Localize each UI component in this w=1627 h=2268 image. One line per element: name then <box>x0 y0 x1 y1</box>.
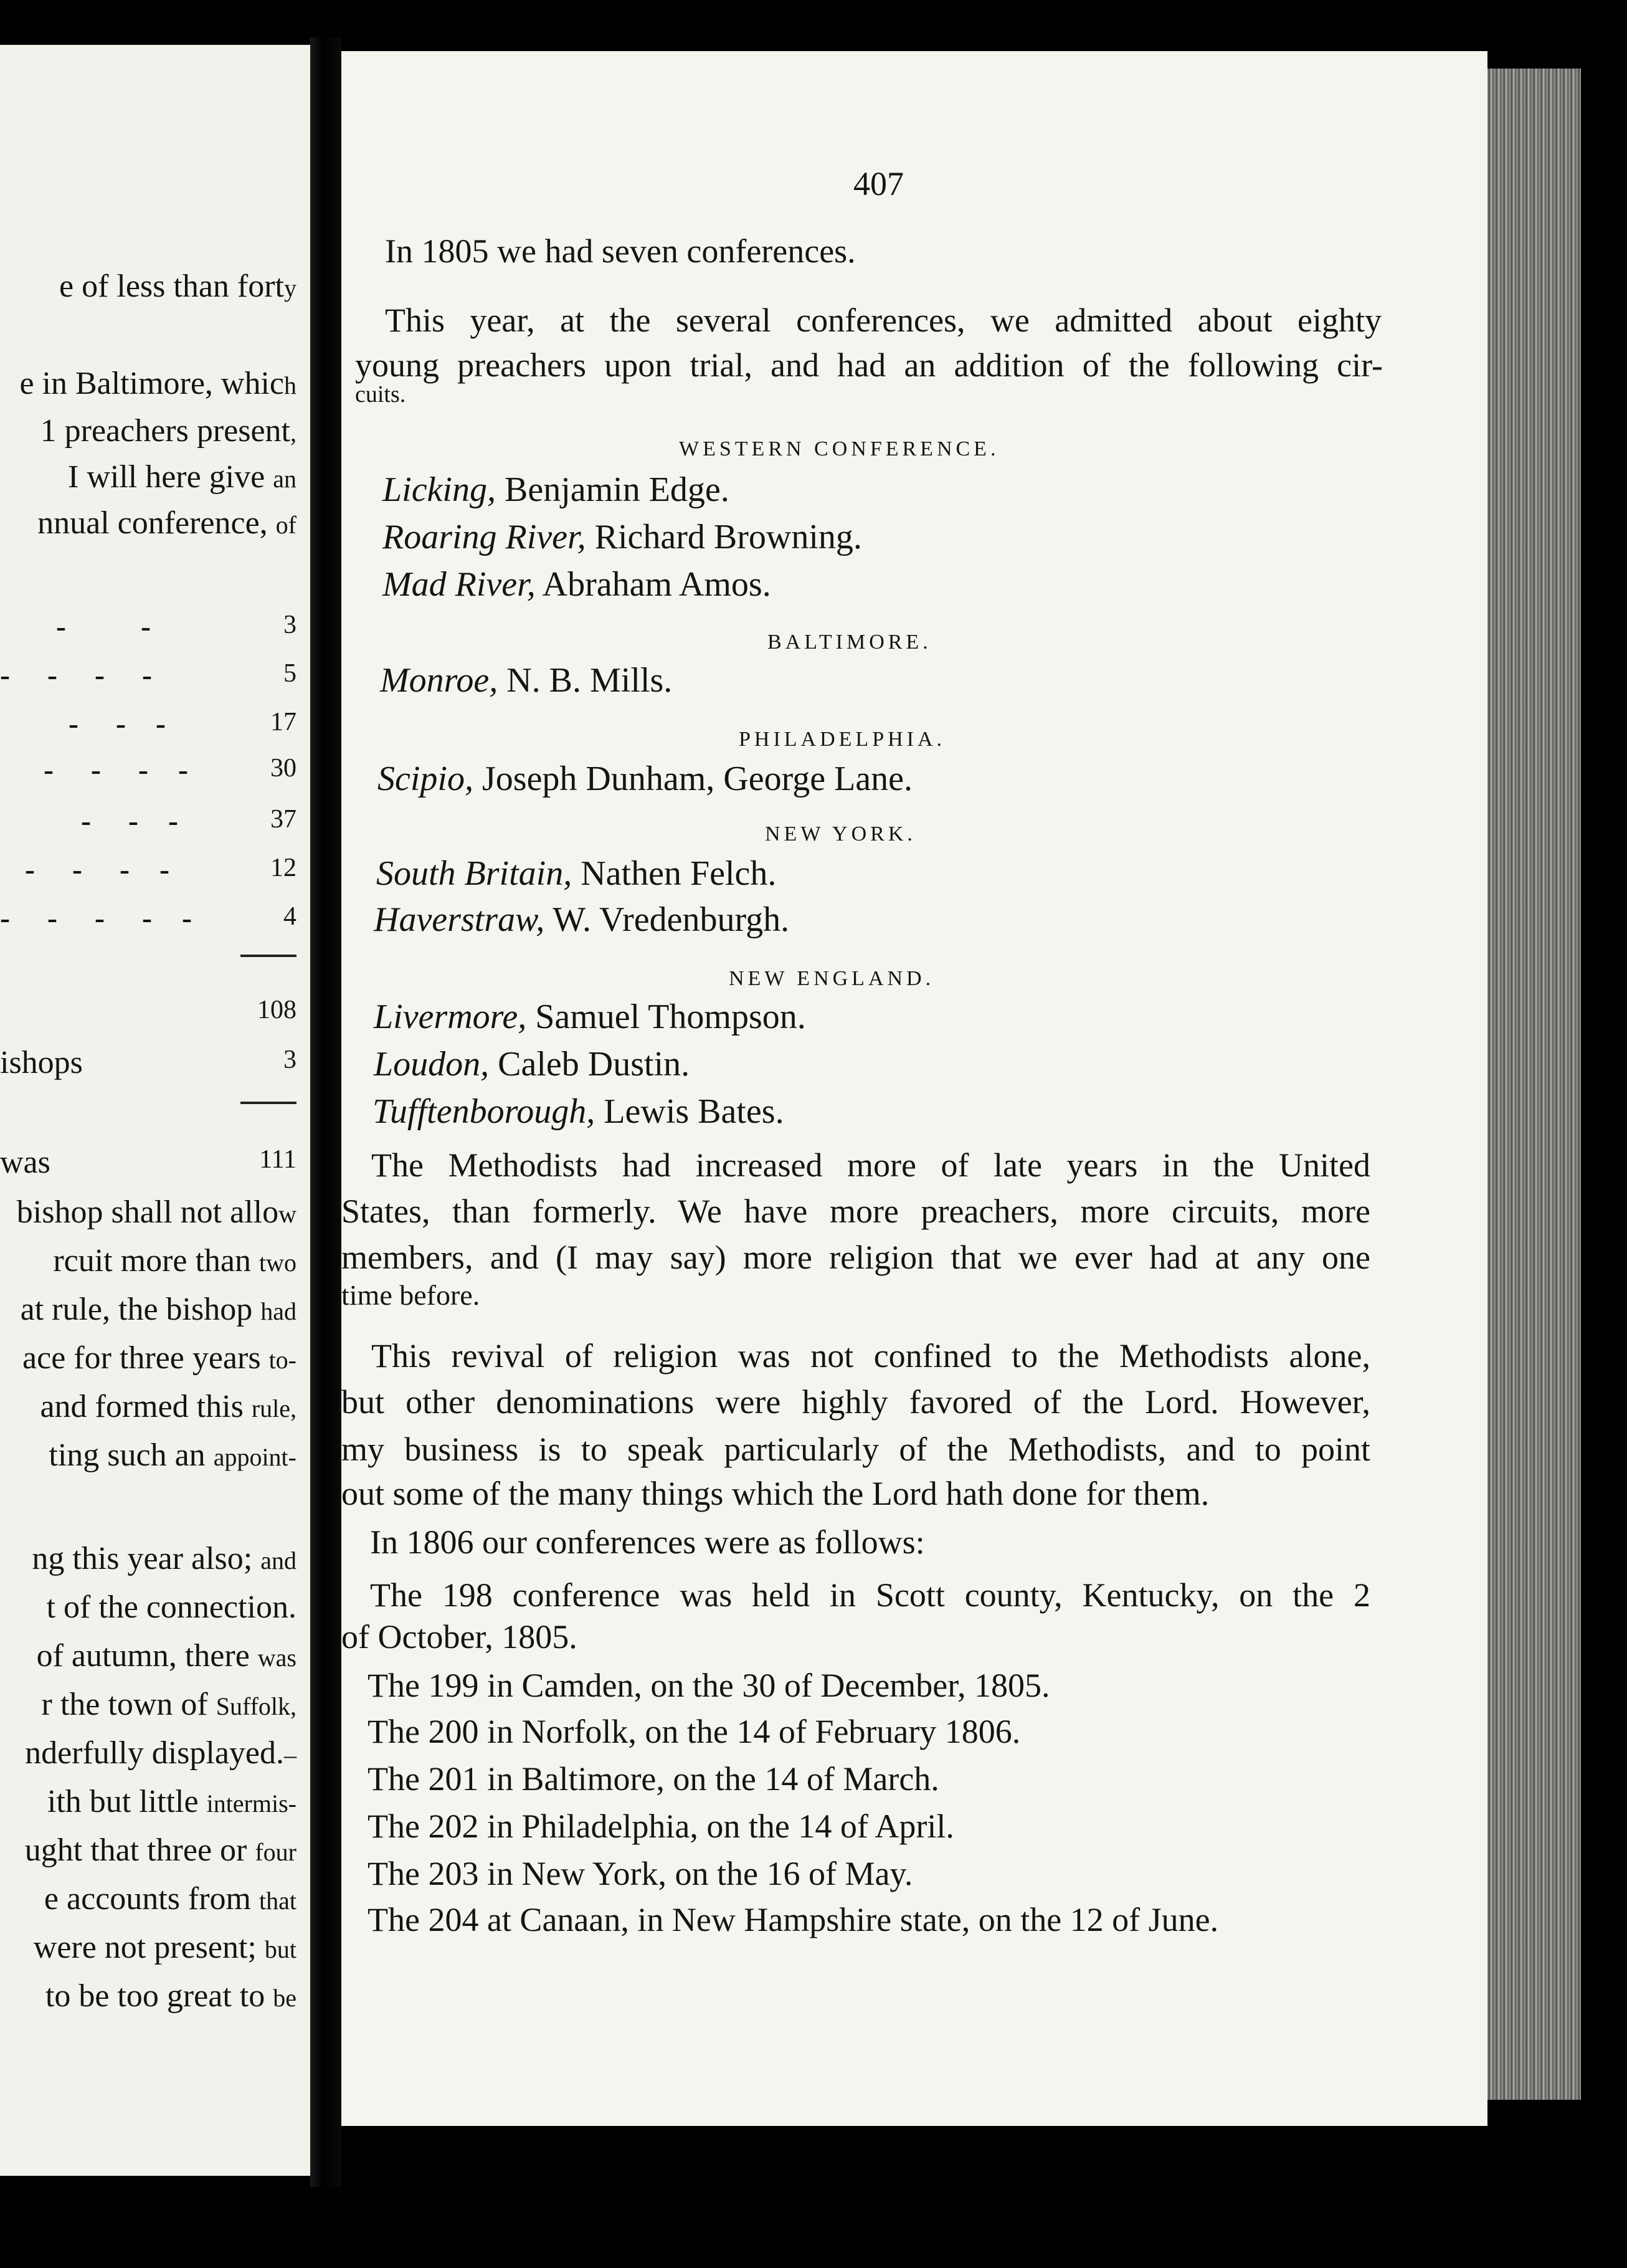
bishops-number: 3 <box>283 1046 296 1074</box>
paragraph-line: This year, at the several conferences, we admitted about eighty <box>385 302 1382 339</box>
left-line: nnual conference, of <box>37 505 296 541</box>
circuit-entry: South Britain, Nathen Felch. <box>376 854 777 893</box>
conference-list-item: The 202 in Philadelphia, on the 14 of April. <box>368 1808 954 1845</box>
left-line: e in Baltimore, which <box>19 366 296 401</box>
tally-number: 5 <box>283 659 296 688</box>
left-line: nderfully displayed.– <box>25 1735 296 1771</box>
sum-rule <box>240 955 296 957</box>
tally-number: 12 <box>270 854 296 882</box>
conference-list-item: The 204 at Canaan, in New Hampshire state, on the 12 of June. <box>368 1901 1219 1938</box>
paragraph-line: out some of the many things which the Lord hath done for them. <box>341 1475 1210 1512</box>
circuit-entry: Loudon, Caleb Dustin. <box>374 1045 690 1084</box>
paragraph-line: of October, 1805. <box>341 1618 577 1656</box>
left-line: and formed this rule, <box>40 1389 296 1424</box>
left-line: of autumn, there was <box>36 1638 296 1674</box>
paragraph-line: The 198 conference was held in Scott county, Kentucky, on the 2 <box>370 1576 1370 1614</box>
left-line: 1 preachers present, <box>40 413 296 449</box>
left-line: ace for three years to- <box>22 1340 296 1376</box>
leader-dashes: - - <box>56 610 151 643</box>
leader-dashes: - - - - - <box>0 902 192 935</box>
tally-total: 108 <box>257 996 296 1024</box>
left-line: r the town of Suffolk, <box>41 1687 296 1722</box>
left-line: ting such an appoint- <box>49 1437 296 1473</box>
circuit-entry: Scipio, Joseph Dunham, George Lane. <box>377 760 913 798</box>
leader-dashes: - - - - <box>25 853 169 886</box>
leader-dashes: - - - <box>81 804 178 837</box>
paragraph-line: young preachers upon trial, and had an addition of the following cir- <box>355 346 1383 384</box>
circuit-entry: Haverstraw, W. Vredenburgh. <box>374 900 790 939</box>
left-line: at rule, the bishop had <box>20 1292 296 1327</box>
tally-number: 3 <box>283 611 296 639</box>
bishops-label: ishops <box>0 1045 83 1080</box>
conference-list-item: The 200 in Norfolk, on the 14 of February 1806. <box>368 1713 1021 1750</box>
was-label: was <box>0 1145 50 1180</box>
left-line: were not present; but <box>33 1930 296 1965</box>
paragraph-line: time before. <box>341 1279 480 1311</box>
leader-dashes: - - - - <box>44 753 188 786</box>
section-heading: WESTERN CONFERENCE. <box>679 437 1000 460</box>
left-line: I will here give an <box>68 459 296 495</box>
paragraph-line: States, than formerly. We have more preachers, more circuits, more <box>341 1193 1370 1230</box>
left-page <box>0 45 310 2176</box>
left-line: bishop shall not allow <box>16 1194 296 1230</box>
conference-list-item: The 203 in New York, on the 16 of May. <box>368 1855 913 1892</box>
paragraph-line: my business is to speak particularly of the Methodists, and to point <box>341 1431 1370 1468</box>
circuit-entry: Monroe, N. B. Mills. <box>380 661 673 700</box>
left-line: ng this year also; and <box>32 1541 296 1576</box>
page-number: 407 <box>853 165 904 202</box>
circuit-entry: Mad River, Abraham Amos. <box>382 565 771 604</box>
tally-number: 30 <box>270 754 296 783</box>
grand-total: 111 <box>259 1145 296 1174</box>
intro-line: In 1805 we had seven conferences. <box>385 232 856 270</box>
paragraph-line: The Methodists had increased more of late years in the United <box>371 1146 1370 1184</box>
sum-rule <box>240 1102 296 1104</box>
left-line: rcuit more than two <box>53 1243 296 1279</box>
paragraph-line: but other denominations were highly favored of the Lord. However, <box>341 1383 1370 1421</box>
section-heading: PHILADELPHIA. <box>739 728 946 751</box>
tally-number: 37 <box>270 805 296 834</box>
section-heading: BALTIMORE. <box>767 631 932 654</box>
left-line: ith but little intermis- <box>47 1784 296 1819</box>
circuit-entry: Licking, Benjamin Edge. <box>382 470 729 509</box>
left-line: ught that three or four <box>24 1832 296 1868</box>
left-line: e of less than forty <box>59 269 296 304</box>
conference-list-item: The 199 in Camden, on the 30 of December, 1805. <box>368 1667 1050 1704</box>
paragraph-line: members, and (I may say) more religion that we ever had at any one <box>341 1239 1370 1276</box>
left-line: t of the connection. <box>46 1589 296 1625</box>
tally-number: 17 <box>270 708 296 736</box>
left-line: e accounts from that <box>44 1881 296 1917</box>
tally-number: 4 <box>283 902 296 931</box>
paragraph-line: cuits. <box>355 381 406 407</box>
leader-dashes: - - - - <box>0 659 152 692</box>
circuit-entry: Tufftenborough, Lewis Bates. <box>372 1092 784 1131</box>
circuit-entry: Roaring River, Richard Browning. <box>382 518 862 556</box>
section-heading: NEW YORK. <box>765 822 916 846</box>
page-edges <box>1487 69 1581 2100</box>
circuit-entry: Livermore, Samuel Thompson. <box>374 998 806 1036</box>
left-line: to be too great to be <box>45 1978 296 2014</box>
paragraph-line: This revival of religion was not confined to the Methodists alone, <box>371 1337 1370 1375</box>
section-heading: NEW ENGLAND. <box>729 967 935 990</box>
book-gutter <box>310 37 341 2187</box>
paragraph-line: In 1806 our conferences were as follows: <box>370 1523 925 1561</box>
leader-dashes: - - - <box>69 707 166 740</box>
conference-list-item: The 201 in Baltimore, on the 14 of March. <box>368 1760 939 1798</box>
